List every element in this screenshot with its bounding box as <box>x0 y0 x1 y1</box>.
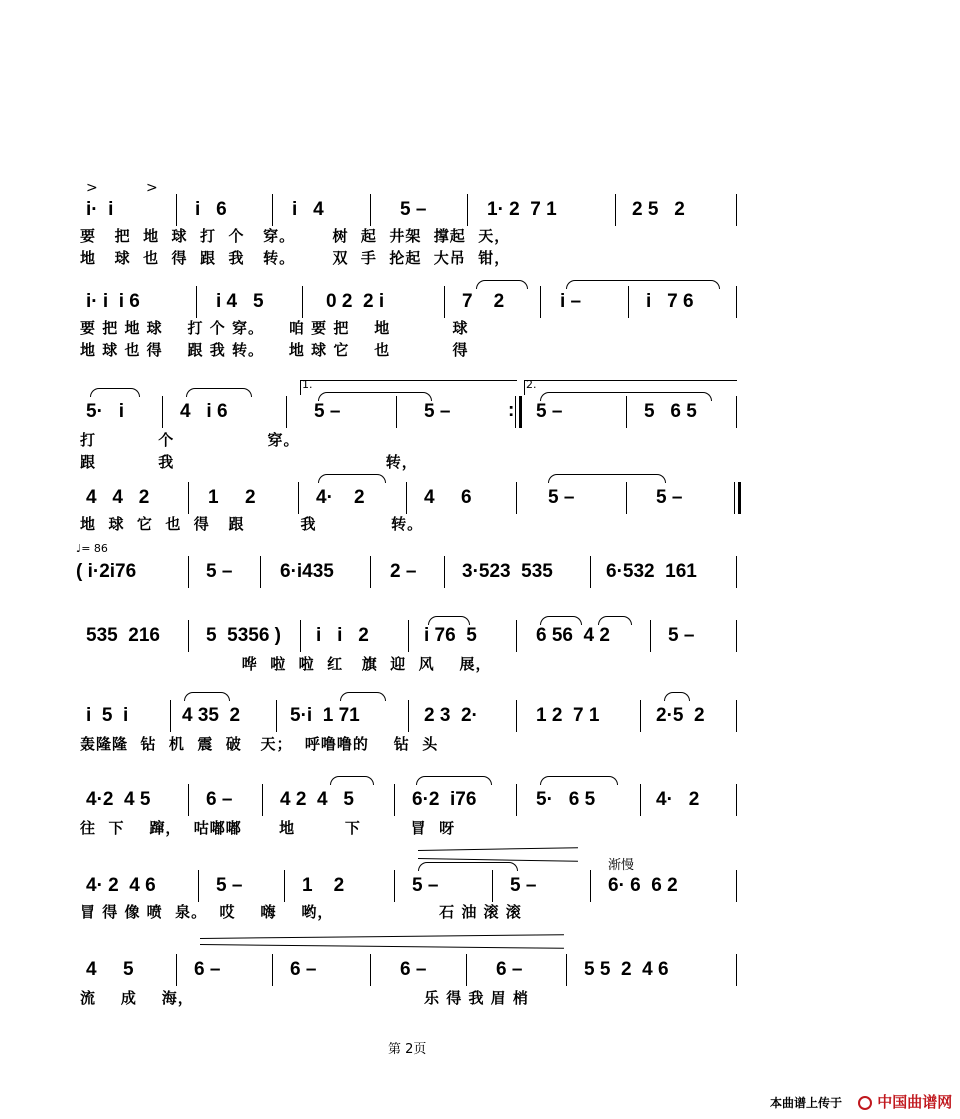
tempo-direction: 渐慢 <box>608 858 635 873</box>
measure-notes: 6·532 161 <box>606 561 697 582</box>
repeat-barline-thick <box>519 396 522 428</box>
measure-notes: 5 5 2 4 6 <box>584 959 669 980</box>
lyrics-verse-1: 哗 啦 啦 红 旗 迎 风 展， <box>80 655 492 673</box>
measure-notes: 0 2 2 i <box>326 291 385 312</box>
barline <box>370 194 371 226</box>
barline <box>394 784 395 816</box>
barline <box>736 784 737 816</box>
repeat-dots: : <box>508 400 515 421</box>
barline <box>736 194 737 226</box>
measure-notes: i i 2 <box>316 625 369 646</box>
crescendo-line <box>200 934 564 939</box>
barline <box>492 870 493 902</box>
measure-notes: 4 4 2 <box>86 487 150 508</box>
measure-notes: 5 5356 ) <box>206 625 281 646</box>
barline <box>302 286 303 318</box>
measure-notes: 6·2 i76 <box>412 789 477 810</box>
measure-notes: 6 – <box>290 959 317 980</box>
lyrics-verse-1: 冒 得 像 喷 泉。 哎 嗨 哟， 石 油 滚 滚 <box>80 903 522 921</box>
measure-notes: 4· 2 4 6 <box>86 875 156 896</box>
barline <box>640 784 641 816</box>
barline <box>188 556 189 588</box>
slur <box>90 388 140 397</box>
lyrics-verse-1: 打 个 穿。 <box>80 431 300 449</box>
barline <box>736 954 737 986</box>
page-number: 第 2页 <box>388 1042 427 1057</box>
barline <box>590 870 591 902</box>
slur <box>664 692 690 701</box>
barline <box>466 954 467 986</box>
barline <box>198 870 199 902</box>
measure-notes: 3·523 535 <box>462 561 553 582</box>
barline <box>736 286 737 318</box>
final-barline-thick <box>738 482 741 514</box>
measure-notes: 4 35 2 <box>182 705 241 726</box>
barline <box>176 954 177 986</box>
measure-notes: 4 6 <box>424 487 472 508</box>
measure-notes: i 76 5 <box>424 625 477 646</box>
measure-notes: 7 2 <box>462 291 505 312</box>
measure-notes: 4 5 <box>86 959 134 980</box>
lyrics-verse-1: 往 下 蹿， 咕嘟嘟 地 下 冒 呀 <box>80 819 456 837</box>
barline <box>626 482 627 514</box>
barline <box>298 482 299 514</box>
measure-notes: i 6 <box>195 199 227 220</box>
slur <box>566 280 720 289</box>
slur <box>418 862 518 871</box>
lyrics-verse-1: 地 球 它 也 得 跟 我 转。 <box>80 515 424 533</box>
crescendo-line <box>200 944 564 949</box>
volta-number-1: 1. <box>302 378 313 391</box>
uploader-label: 本曲谱上传于 <box>770 1096 843 1110</box>
barline <box>162 396 163 428</box>
barline <box>286 396 287 428</box>
lyrics-verse-2: 地 球 也 得 跟 我 转。 双 手 抡起 大吊 钳， <box>80 249 511 267</box>
accent-mark: > <box>146 180 158 196</box>
measure-notes: 5 – <box>206 561 233 582</box>
final-barline <box>734 482 735 514</box>
measure-notes: i – <box>560 291 582 312</box>
measure-notes: 6·i435 <box>280 561 334 582</box>
barline <box>516 482 517 514</box>
barline <box>628 286 629 318</box>
barline <box>272 194 273 226</box>
barline <box>650 620 651 652</box>
barline <box>394 870 395 902</box>
barline <box>467 194 468 226</box>
barline <box>188 620 189 652</box>
measure-notes: i 7 6 <box>646 291 694 312</box>
barline <box>736 620 737 652</box>
measure-notes: 6 – <box>496 959 523 980</box>
lyrics-verse-1: 要 把 地 球 打 个 穿。 咱 要 把 地 球 <box>80 319 469 337</box>
accent-mark: > <box>86 180 98 196</box>
tempo-marking: ♩= 86 <box>76 542 108 555</box>
measure-notes: 6 – <box>400 959 427 980</box>
barline <box>188 482 189 514</box>
barline <box>516 784 517 816</box>
barline <box>262 784 263 816</box>
slur <box>476 280 528 289</box>
barline <box>370 954 371 986</box>
lyrics-verse-1: 要 把 地 球 打 个 穿。 树 起 井架 撑起 天， <box>80 227 511 245</box>
barline <box>615 194 616 226</box>
measure-notes: 1 2 <box>302 875 345 896</box>
barline <box>640 700 641 732</box>
measure-notes: 5· 6 5 <box>536 789 596 810</box>
barline <box>566 954 567 986</box>
measure-notes: 6 – <box>194 959 221 980</box>
measure-notes: 4· 2 <box>316 487 365 508</box>
barline <box>736 396 737 428</box>
measure-notes: 2 3 2· <box>424 705 478 726</box>
barline <box>260 556 261 588</box>
measure-notes: 1 2 <box>208 487 256 508</box>
measure-notes: i 4 5 <box>216 291 264 312</box>
measure-notes: 535 216 <box>86 625 160 646</box>
volta-number-2: 2. <box>526 378 537 391</box>
measure-notes: 2·5 2 <box>656 705 705 726</box>
barline <box>516 620 517 652</box>
measure-notes: ( i·2i76 <box>76 561 137 582</box>
measure-notes: i· i <box>86 199 114 220</box>
lyrics-verse-1: 流 成 海， 乐 得 我 眉 梢 <box>80 989 529 1007</box>
barline <box>176 194 177 226</box>
barline <box>406 482 407 514</box>
barline <box>736 556 737 588</box>
barline <box>516 700 517 732</box>
barline <box>188 784 189 816</box>
site-name: 中国曲谱网 <box>877 1093 953 1111</box>
measure-notes: 2 – <box>390 561 417 582</box>
measure-notes: 5 – <box>424 401 451 422</box>
measure-notes: 2 5 2 <box>632 199 685 220</box>
slur <box>330 776 374 785</box>
slur <box>548 474 666 483</box>
barline <box>170 700 171 732</box>
measure-notes: 5 – <box>314 401 341 422</box>
measure-notes: i· i i 6 <box>86 291 140 312</box>
measure-notes: 1· 2 7 1 <box>487 199 557 220</box>
measure-notes: 4· 2 <box>656 789 700 810</box>
barline <box>300 620 301 652</box>
slur <box>184 692 230 701</box>
lyrics-verse-2: 地 球 也 得 跟 我 转。 地 球 它 也 得 <box>80 341 469 359</box>
repeat-barline <box>515 396 516 428</box>
measure-notes: 6· 6 6 2 <box>608 875 678 896</box>
lyrics-verse-2: 跟 我 转， <box>80 453 418 471</box>
measure-notes: 5 – <box>656 487 683 508</box>
lyrics-verse-1: 轰隆隆 钻 机 震 破 天； 呼噜噜的 钻 头 <box>80 735 439 753</box>
measure-notes: 5 6 5 <box>644 401 697 422</box>
barline <box>540 286 541 318</box>
slur <box>186 388 252 397</box>
measure-notes: 4 i 6 <box>180 401 228 422</box>
barline <box>196 286 197 318</box>
crescendo-line <box>418 847 578 851</box>
logo-icon <box>858 1096 872 1110</box>
measure-notes: 4·2 4 5 <box>86 789 151 810</box>
measure-notes: 6 56 4 2 <box>536 625 610 646</box>
barline <box>408 620 409 652</box>
site-logo <box>858 1091 952 1112</box>
measure-notes: 5 – <box>412 875 439 896</box>
barline <box>626 396 627 428</box>
measure-notes: 5· i <box>86 401 125 422</box>
barline <box>736 870 737 902</box>
measure-notes: 5·i 1 71 <box>290 705 360 726</box>
measure-notes: 5 – <box>668 625 695 646</box>
barline <box>272 954 273 986</box>
measure-notes: 6 – <box>206 789 233 810</box>
barline <box>276 700 277 732</box>
measure-notes: 5 – <box>400 199 427 220</box>
barline <box>590 556 591 588</box>
barline <box>370 556 371 588</box>
barline <box>444 556 445 588</box>
measure-notes: 5 – <box>216 875 243 896</box>
slur <box>416 776 492 785</box>
measure-notes: 5 – <box>510 875 537 896</box>
slur <box>540 776 618 785</box>
measure-notes: 1 2 7 1 <box>536 705 600 726</box>
slur <box>318 474 386 483</box>
barline <box>396 396 397 428</box>
barline <box>408 700 409 732</box>
slur <box>340 692 386 701</box>
measure-notes: 5 – <box>548 487 575 508</box>
measure-notes: 5 – <box>536 401 563 422</box>
measure-notes: i 4 <box>292 199 324 220</box>
barline <box>284 870 285 902</box>
barline <box>444 286 445 318</box>
measure-notes: 4 2 4 5 <box>280 789 354 810</box>
measure-notes: i 5 i <box>86 705 129 726</box>
barline <box>736 700 737 732</box>
